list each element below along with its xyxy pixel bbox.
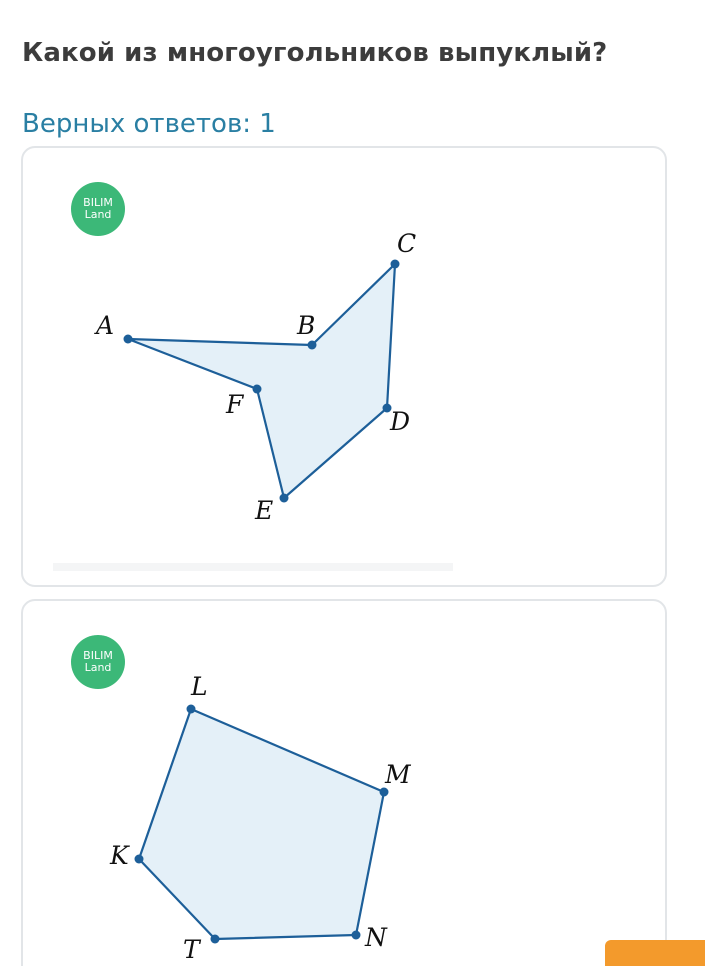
vertex-label-c: C bbox=[397, 229, 417, 258]
vertex-label-a: A bbox=[96, 311, 115, 340]
polygon-abcdef bbox=[128, 264, 395, 498]
vertex-point-e bbox=[280, 494, 289, 503]
vertex-label-m: M bbox=[385, 760, 411, 789]
next-button[interactable] bbox=[605, 940, 705, 966]
answer-option-1[interactable] bbox=[21, 146, 667, 587]
card-shadow-bar bbox=[53, 563, 453, 571]
answers-count: Верных ответов: 1 bbox=[22, 109, 276, 139]
vertex-label-d: D bbox=[390, 407, 411, 436]
polygon-lmntk bbox=[139, 709, 384, 939]
vertex-point-c bbox=[391, 260, 400, 269]
vertex-point-a bbox=[124, 335, 133, 344]
polygon-figure-lmntk bbox=[23, 601, 667, 966]
question-title: Какой из многоугольников выпуклый? bbox=[22, 38, 608, 68]
vertex-point-b bbox=[308, 341, 317, 350]
vertex-label-n: N bbox=[365, 923, 387, 952]
vertex-point-t bbox=[211, 935, 220, 944]
vertex-label-f: F bbox=[226, 390, 244, 419]
vertex-label-l: L bbox=[191, 672, 208, 701]
vertex-point-f bbox=[253, 385, 262, 394]
vertex-label-e: E bbox=[255, 496, 274, 525]
bilimland-logo: BILIM Land bbox=[71, 182, 125, 236]
vertex-point-k bbox=[135, 855, 144, 864]
vertex-point-l bbox=[187, 705, 196, 714]
answer-option-2[interactable] bbox=[21, 599, 667, 966]
bilimland-logo: BILIM Land bbox=[71, 635, 125, 689]
polygon-figure-abcdef bbox=[23, 148, 667, 587]
vertex-label-k: K bbox=[110, 841, 129, 870]
vertex-label-b: B bbox=[297, 311, 316, 340]
vertex-label-t: T bbox=[183, 935, 200, 964]
vertex-point-n bbox=[352, 931, 361, 940]
